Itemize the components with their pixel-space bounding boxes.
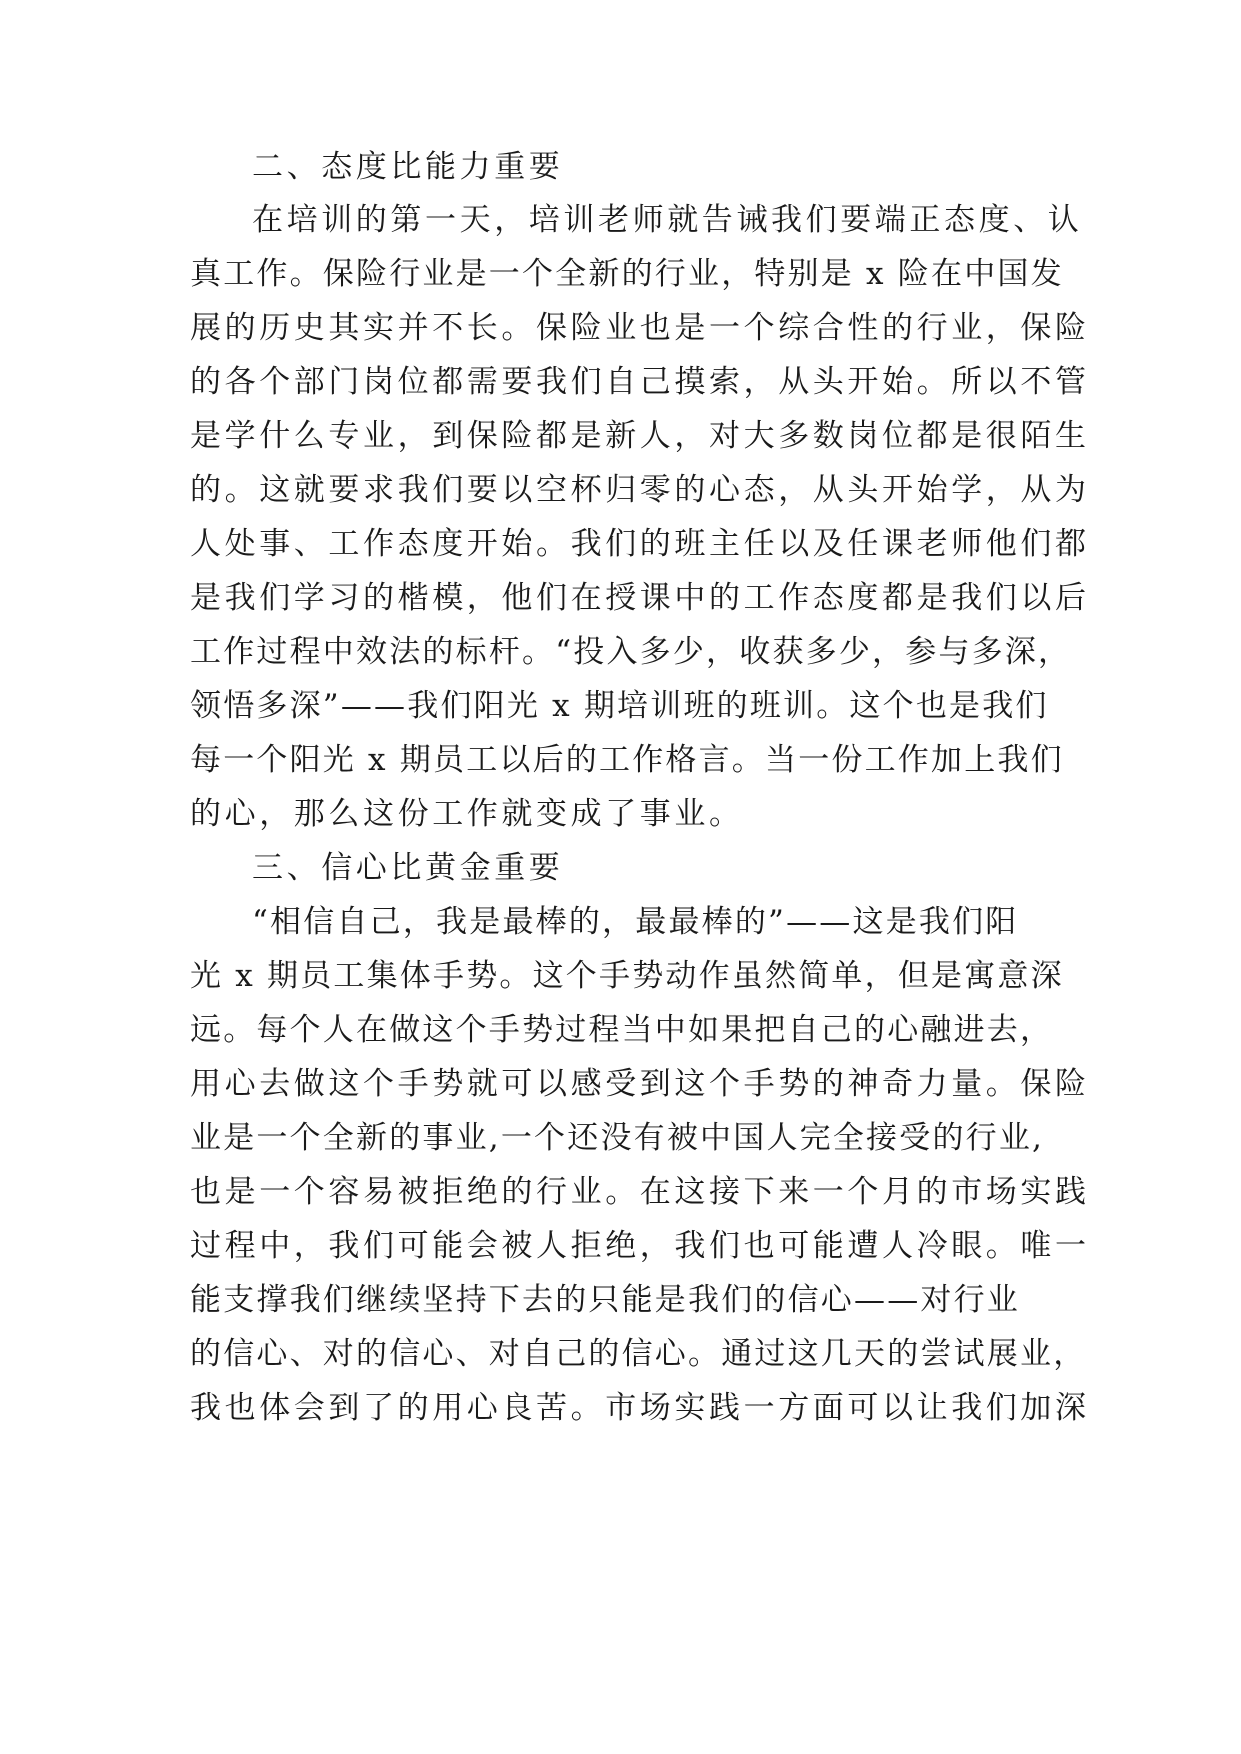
paragraph-line: 展的历史其实并不长。保险业也是一个综合性的行业，保险 <box>190 310 1090 346</box>
section-heading-3: 三、信心比黄金重要 <box>252 850 564 886</box>
paragraph-line: 过程中，我们可能会被人拒绝，我们也可能遭人冷眼。唯一 <box>190 1228 1090 1264</box>
paragraph-line: 能支撑我们继续坚持下去的只能是我们的信心——对行业 <box>190 1282 1020 1318</box>
paragraph-line: 远。每个人在做这个手势过程当中如果把自己的心融进去， <box>190 1012 1054 1048</box>
paragraph-line: 人处事、工作态度开始。我们的班主任以及任课老师他们都 <box>190 526 1090 562</box>
section-heading-2: 二、态度比能力重要 <box>252 149 564 185</box>
paragraph-line: 的信心、对的信心、对自己的信心。通过这几天的尝试展业， <box>190 1336 1087 1372</box>
paragraph-line: 用心去做这个手势就可以感受到这个手势的神奇力量。保险 <box>190 1066 1090 1102</box>
paragraph-line: 工作过程中效法的标杆。“投入多少，收获多少，参与多深， <box>190 634 1072 670</box>
paragraph-line: 的心，那么这份工作就变成了事业。 <box>190 796 744 832</box>
paragraph-line: 在培训的第一天，培训老师就告诫我们要端正态度、认 <box>252 202 1083 238</box>
paragraph-line: 业是一个全新的事业,一个还没有被中国人完全接受的行业, <box>190 1120 1045 1156</box>
paragraph-line: 领悟多深”——我们阳光 x 期培训班的班训。这个也是我们 <box>190 688 1049 724</box>
paragraph-line: 是我们学习的楷模，他们在授课中的工作态度都是我们以后 <box>190 580 1090 616</box>
paragraph-line: 的。这就要求我们要以空杯归零的心态，从头开始学，从为 <box>190 472 1090 508</box>
paragraph-line: 也是一个容易被拒绝的行业。在这接下来一个月的市场实践 <box>190 1174 1090 1210</box>
paragraph-line: 我也体会到了的用心良苦。市场实践一方面可以让我们加深 <box>190 1390 1090 1426</box>
paragraph-line: 的各个部门岗位都需要我们自己摸索，从头开始。所以不管 <box>190 364 1090 400</box>
paragraph-line: 光 x 期员工集体手势。这个手势动作虽然简单，但是寓意深 <box>190 958 1064 994</box>
paragraph-line: “相信自己，我是最棒的，最最棒的”——这是我们阳 <box>252 904 1019 940</box>
paragraph-line: 每一个阳光 x 期员工以后的工作格言。当一份工作加上我们 <box>190 742 1064 778</box>
paragraph-line: 真工作。保险行业是一个全新的行业，特别是 x 险在中国发 <box>190 256 1064 292</box>
paragraph-line: 是学什么专业，到保险都是新人，对大多数岗位都是很陌生 <box>190 418 1090 454</box>
